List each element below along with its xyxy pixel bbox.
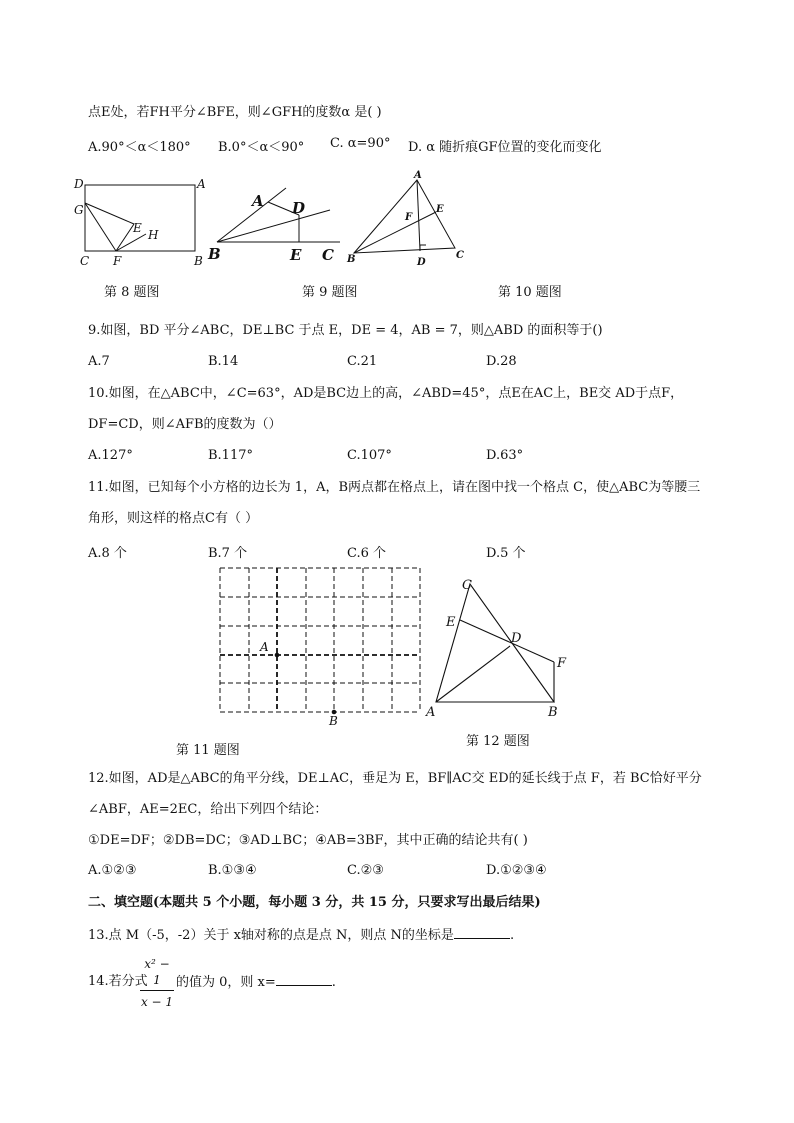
fig12-label-c: C bbox=[462, 578, 472, 593]
section-2-title: 二、填空题(本题共 5 个小题，每小题 3 分，共 15 分，只要求写出最后结果) bbox=[88, 895, 541, 910]
q14-numerator: x² − 1 bbox=[140, 956, 174, 991]
q12-option-b: B.①③④ bbox=[208, 863, 257, 878]
fig10-label-a: A bbox=[414, 170, 422, 181]
fig10-label-e: E bbox=[436, 204, 444, 215]
q12-line2: ∠ABF，AE=2EC，给出下列四个结论： bbox=[88, 802, 328, 817]
q14-denominator: x − 1 bbox=[140, 995, 174, 1009]
fig8-label-b: B bbox=[194, 254, 203, 268]
fig9-label-d: D bbox=[292, 199, 306, 217]
fig8-label-c: C bbox=[80, 254, 90, 268]
fig9-label-a: A bbox=[252, 192, 264, 210]
q10-line1: 10.如图，在△ABC中，∠C=63°，AD是BC边上的高，∠ABD=45°，点E在AC上，BE交 AD于点F， bbox=[88, 386, 684, 401]
fig8-label-g: G bbox=[74, 203, 84, 217]
q8-option-c: C. α=90° bbox=[330, 136, 391, 151]
fig12-label-a: A bbox=[426, 705, 436, 720]
q8-option-a: A.90°＜α＜180° bbox=[88, 140, 191, 155]
figure-11-caption: 第 11 题图 bbox=[176, 743, 240, 758]
q9-option-a: A.7 bbox=[88, 354, 110, 369]
fig11-label-a: A bbox=[260, 640, 269, 654]
fig8-label-e: E bbox=[133, 221, 142, 235]
figure-8 bbox=[70, 172, 210, 272]
q11-option-d: D.5 个 bbox=[486, 546, 526, 561]
figure-12 bbox=[420, 570, 580, 722]
q14-end: . bbox=[331, 975, 336, 990]
fig12-label-e: E bbox=[446, 615, 456, 630]
q13 bbox=[88, 926, 514, 945]
q10-option-a: A.127° bbox=[88, 448, 133, 463]
q12-line3: ①DE=DF；②DB=DC；③AD⊥BC；④AB=3BF，其中正确的结论共有( ) bbox=[88, 833, 528, 848]
q8-option-b: B.0°＜α＜90° bbox=[218, 140, 305, 155]
figure-10-caption: 第 10 题图 bbox=[498, 285, 562, 300]
q14-fraction bbox=[140, 956, 174, 1010]
fig9-label-e: E bbox=[290, 246, 302, 264]
figure-12-caption: 第 12 题图 bbox=[466, 734, 530, 749]
q14-suffix bbox=[176, 973, 336, 992]
q12-option-c: C.②③ bbox=[347, 863, 384, 878]
q14-suffix-text: 的值为 0，则 x= bbox=[176, 975, 276, 990]
q14-answer-blank bbox=[276, 973, 332, 986]
q10-option-c: C.107° bbox=[347, 448, 392, 463]
q13-end: . bbox=[509, 928, 515, 943]
fig12-label-f: F bbox=[557, 656, 567, 671]
q11-option-a: A.8 个 bbox=[88, 546, 127, 561]
fig9-label-c: C bbox=[322, 246, 334, 264]
fig12-label-d: D bbox=[511, 631, 522, 646]
q11-line2: 角形，则这样的格点C有（ ） bbox=[88, 511, 259, 526]
q13-text: 13.点 M（-5，-2）关于 x轴对称的点是点 N，则点 N的坐标是 bbox=[88, 928, 454, 943]
q14-prefix: 14.若分式 bbox=[88, 974, 148, 989]
figure-9-caption: 第 9 题图 bbox=[302, 285, 358, 300]
fig10-label-c: C bbox=[456, 250, 464, 261]
fig9-label-b: B bbox=[208, 245, 221, 263]
q11-line1: 11.如图，已知每个小方格的边长为 1，A，B两点都在格点上，请在图中找一个格点 C，使△ABC为等腰三 bbox=[88, 480, 701, 495]
q9-option-b: B.14 bbox=[208, 354, 239, 369]
fig10-label-b: B bbox=[347, 254, 356, 265]
fig12-label-b: B bbox=[548, 705, 558, 720]
q11-option-b: B.7 个 bbox=[208, 546, 248, 561]
q9-option-c: C.21 bbox=[347, 354, 378, 369]
fig8-label-f: F bbox=[113, 254, 122, 268]
fig11-label-b: B bbox=[329, 714, 338, 728]
figure-10 bbox=[340, 168, 480, 273]
q9-text: 9.如图，BD 平分∠ABC，DE⊥BC 于点 E，DE = 4，AB = 7，则△ABD 的面积等于() bbox=[88, 323, 603, 338]
q8-option-d: D. α 随折痕GF位置的变化而变化 bbox=[408, 140, 602, 155]
q11-option-c: C.6 个 bbox=[347, 546, 387, 561]
q12-line1: 12.如图，AD是△ABC的角平分线，DE⊥AC，垂足为 E，BF∥AC交 ED的延长线于点 F，若 BC恰好平分 bbox=[88, 771, 702, 786]
figure-9 bbox=[200, 180, 350, 270]
q12-option-d: D.①②③④ bbox=[486, 863, 547, 878]
q8-line1: 点E处，若FH平分∠BFE，则∠GFH的度数α 是( ) bbox=[88, 105, 382, 120]
q10-option-d: D.63° bbox=[486, 448, 524, 463]
fig8-label-a: A bbox=[197, 177, 206, 191]
fig10-label-d: D bbox=[417, 257, 426, 268]
q9-option-d: D.28 bbox=[486, 354, 517, 369]
q10-option-b: B.117° bbox=[208, 448, 253, 463]
figure-11-grid bbox=[212, 562, 430, 722]
q13-answer-blank bbox=[454, 926, 510, 939]
fig10-label-f: F bbox=[405, 212, 413, 223]
fig8-label-d: D bbox=[74, 177, 84, 191]
fig8-label-h: H bbox=[148, 228, 159, 242]
q10-line2: DF=CD，则∠AFB的度数为（） bbox=[88, 417, 282, 432]
q12-option-a: A.①②③ bbox=[88, 863, 137, 878]
figure-8-caption: 第 8 题图 bbox=[104, 285, 160, 300]
